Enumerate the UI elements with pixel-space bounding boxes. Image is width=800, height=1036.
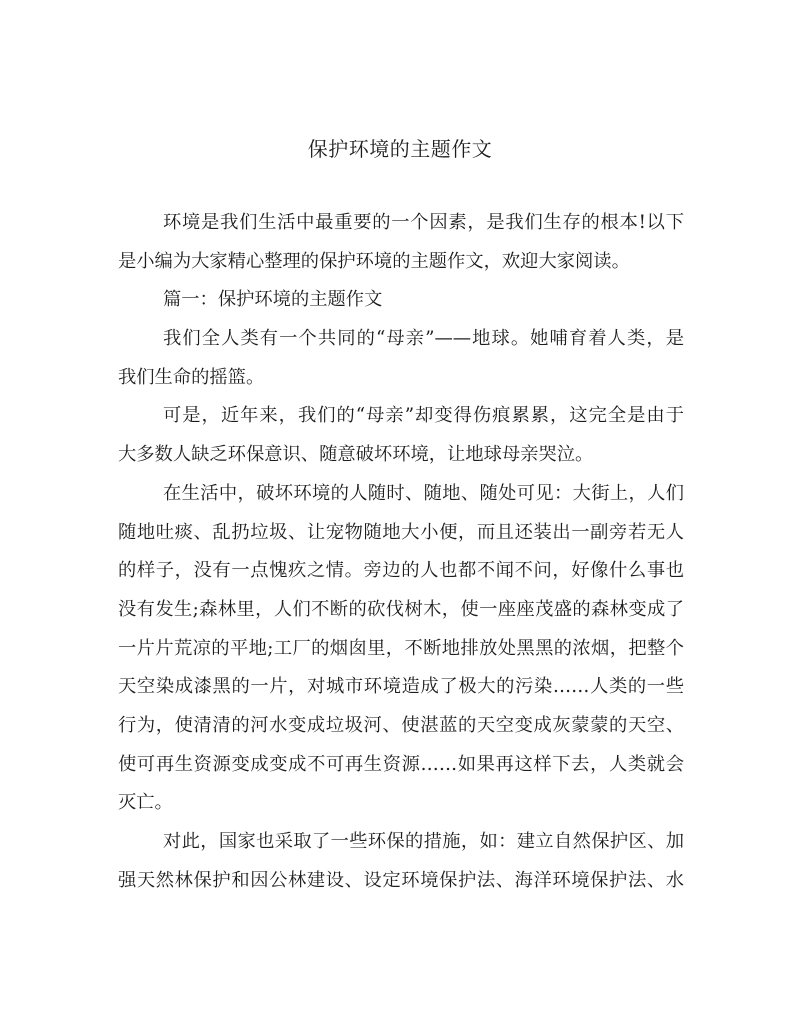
document-title: 保护环境的主题作文: [307, 137, 493, 161]
paragraph-line: 灭亡。: [118, 792, 173, 814]
paragraph-line: 没有发生;森林里，人们不断的砍伐树木，使一座座茂盛的森林变成了: [118, 598, 684, 620]
paragraph: [118, 823, 684, 900]
paragraph-line: 随地吐痰、乱扔垃圾、让宠物随地大小便，而且还装出一副旁若无人: [118, 521, 684, 543]
paragraph-intro: [118, 204, 684, 281]
paragraph-line: 大多数人缺乏环保意识、随意破坏环境，让地球母亲哭泣。: [118, 444, 594, 466]
paragraph-line: 对此，国家也采取了一些环保的措施，如：建立自然保护区、加: [163, 831, 684, 852]
paragraph-line: 一片片荒凉的平地;工厂的烟囱里，不断地排放处黑黑的浓烟，把整个: [118, 637, 684, 659]
paragraph: [118, 397, 684, 474]
section-heading-text: 篇一：保护环境的主题作文: [163, 289, 383, 311]
document-body: [118, 204, 684, 900]
paragraph-line: 强天然林保护和因公林建设、设定环境保护法、海洋环境保护法、水: [118, 869, 684, 891]
paragraph-line: 我们全人类有一个共同的“母亲”——地球。她哺育着人类，是: [163, 328, 684, 350]
paragraph-line: 行为，使清清的河水变成垃圾河、使湛蓝的天空变成灰蒙蒙的天空、: [118, 714, 684, 736]
paragraph-line: 天空染成漆黑的一片，对城市环境造成了极大的污染……人类的一些: [118, 676, 684, 698]
paragraph-line: 在生活中，破坏环境的人随时、随地、随处可见：大街上，人们: [163, 482, 684, 504]
paragraph-line: 是小编为大家精心整理的保护环境的主题作文，欢迎大家阅读。: [118, 250, 630, 272]
paragraph-line: 的样子，没有一点愧疚之情。旁边的人也都不闻不问，好像什么事也: [118, 560, 684, 582]
paragraph-line: 我们生命的摇篮。: [118, 366, 265, 388]
paragraph: [118, 320, 684, 397]
section-heading: [118, 281, 684, 320]
paragraph: [118, 475, 684, 823]
paragraph-line: 环境是我们生活中最重要的一个因素，是我们生存的根本!以下: [163, 212, 684, 233]
paragraph-line: 可是，近年来，我们的“母亲”却变得伤痕累累，这完全是由于: [163, 405, 684, 427]
paragraph-line: 使可再生资源变成变成不可再生资源……如果再这样下去，人类就会: [118, 753, 684, 775]
